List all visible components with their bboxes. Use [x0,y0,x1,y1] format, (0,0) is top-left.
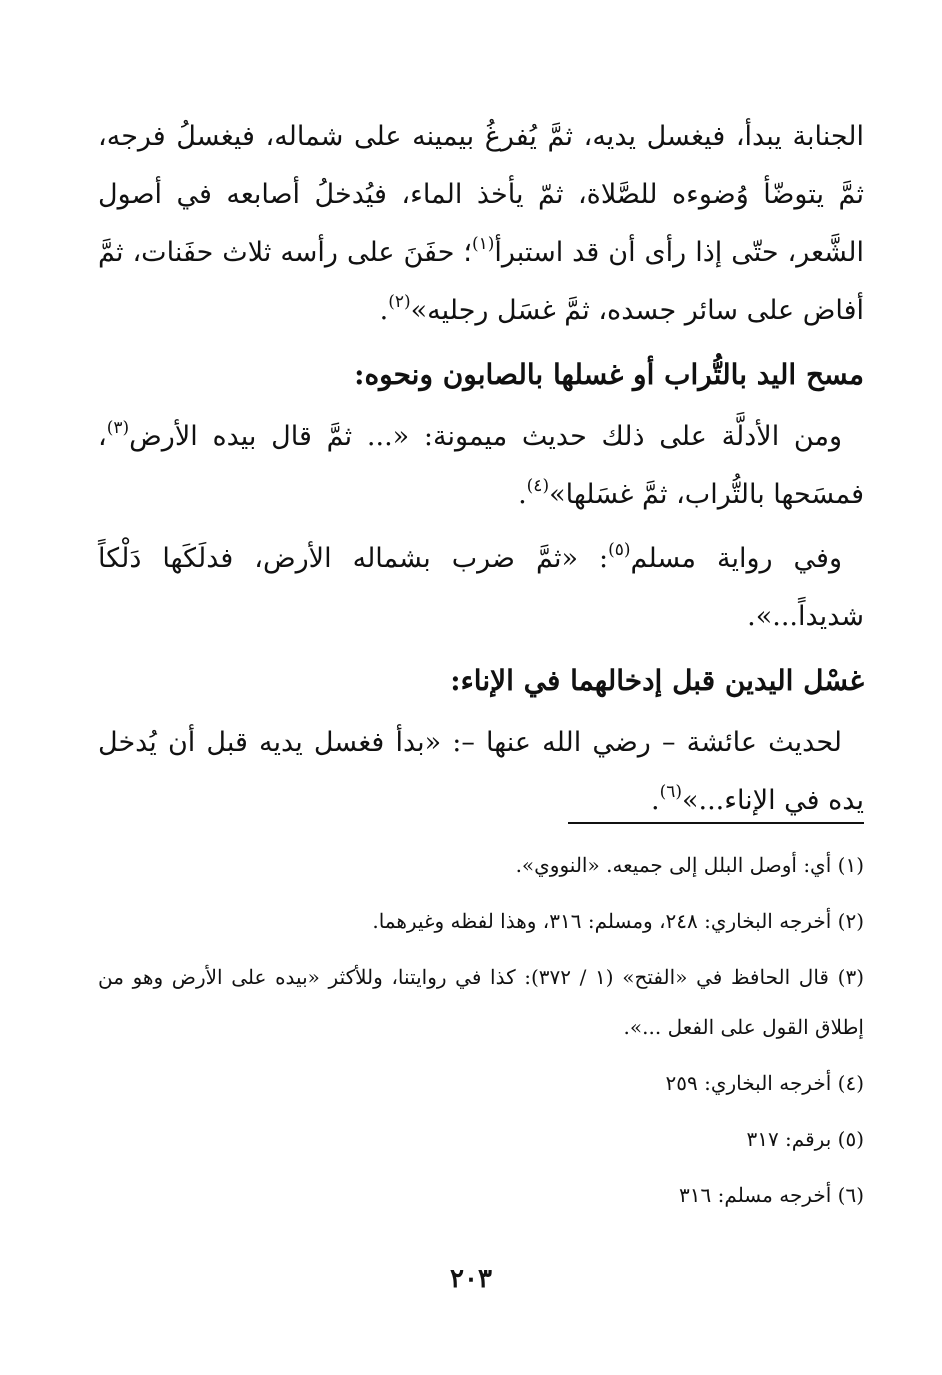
paragraph-2-cont: ، فمسَحها بالتُّراب، ثمَّ غسَلها» [98,421,864,510]
footnote-text: برقم: ٣١٧ [746,1127,832,1151]
footnotes [98,840,864,1220]
paragraph-1-end: . [379,295,389,326]
paragraph-1-cont: ؛ حفَنَ على رأسه ثلاث حفَنات، ثمَّ أفاض على سائر جسده، ثمَّ غسَل رجليه» [98,237,864,326]
footnote-6 [98,1170,864,1220]
paragraph-3-cont: : «ثمَّ ضرب بشماله الأرض، فدلَكَها دَلْكاً شديداً...». [98,543,864,632]
footnote-2 [98,896,864,946]
footnote-text: أي: أوصل البلل إلى جميعه. «النووي». [515,853,832,877]
footnote-number: (٢) [837,909,864,933]
footnote-ref-2[interactable]: (٢) [388,292,411,312]
paragraph-4-end: . [650,785,660,816]
footnote-text: أخرجه البخاري: ٢٤٨، ومسلم: ٣١٦، وهذا لفظه وغيرهما. [372,909,832,933]
footnote-number: (٥) [837,1127,864,1151]
footnote-ref-6[interactable]: (٦) [659,782,682,802]
footnote-text: أخرجه مسلم: ٣١٦ [679,1183,832,1207]
footnote-text: قال الحافظ في «الفتح» (١ / ٣٧٢): كذا في روايتنا، وللأكثر «بيده على الأرض وهو من إطلاق القول على الفعل ...». [98,965,864,1039]
paragraph-1-text: الجنابة يبدأ، فيغسل يديه، ثمَّ يُفرغُ بيمينه على شماله، فيغسلُ فرجه، ثمَّ يتوضّأ وُضوءه للصَّلاة، ثمّ يأخذ الماء، فيُدخلُ أصابعه في أصول الشَّعر، حتّى إذا رأى أن قد استبرأ [98,121,864,268]
main-text [98,108,864,830]
footnote-separator [568,822,864,824]
footnote-5 [98,1114,864,1164]
paragraph-4 [98,714,864,830]
paragraph-3 [98,530,864,646]
footnote-text: أخرجه البخاري: ٢٥٩ [665,1071,832,1095]
footnote-3 [98,952,864,1052]
footnote-1 [98,840,864,890]
footnote-number: (١) [837,853,864,877]
page-number: ٢٠٣ [450,1264,492,1294]
section-heading-2: غسْل اليدين قبل إدخالهما في الإناء: [450,664,864,697]
footnote-ref-5[interactable]: (٥) [608,540,631,560]
footnote-number: (٤) [837,1071,864,1095]
footnote-number: (٣) [837,965,865,989]
footnote-number: (٦) [837,1183,864,1207]
footnote-ref-4[interactable]: (٤) [526,476,550,496]
paragraph-4-text: لحديث عائشة – رضي الله عنها –: «بدأ فغسل يديه قبل أن يُدخل يده في الإناء...» [98,727,864,816]
section-heading-1: مسح اليد بالتُّراب أو غسلها بالصابون ونحوه: [354,358,864,391]
footnote-ref-3[interactable]: (٣) [106,418,130,438]
footnote-4 [98,1058,864,1108]
paragraph-2-text: ومن الأدلَّة على ذلك حديث ميمونة: «... ثمَّ قال بيده الأرض [129,421,842,452]
paragraph-1 [98,108,864,340]
paragraph-2 [98,408,864,524]
footnote-ref-1[interactable]: (١) [471,234,495,254]
paragraph-2-end: . [518,479,527,510]
paragraph-3-text: وفي رواية مسلم [630,543,843,574]
